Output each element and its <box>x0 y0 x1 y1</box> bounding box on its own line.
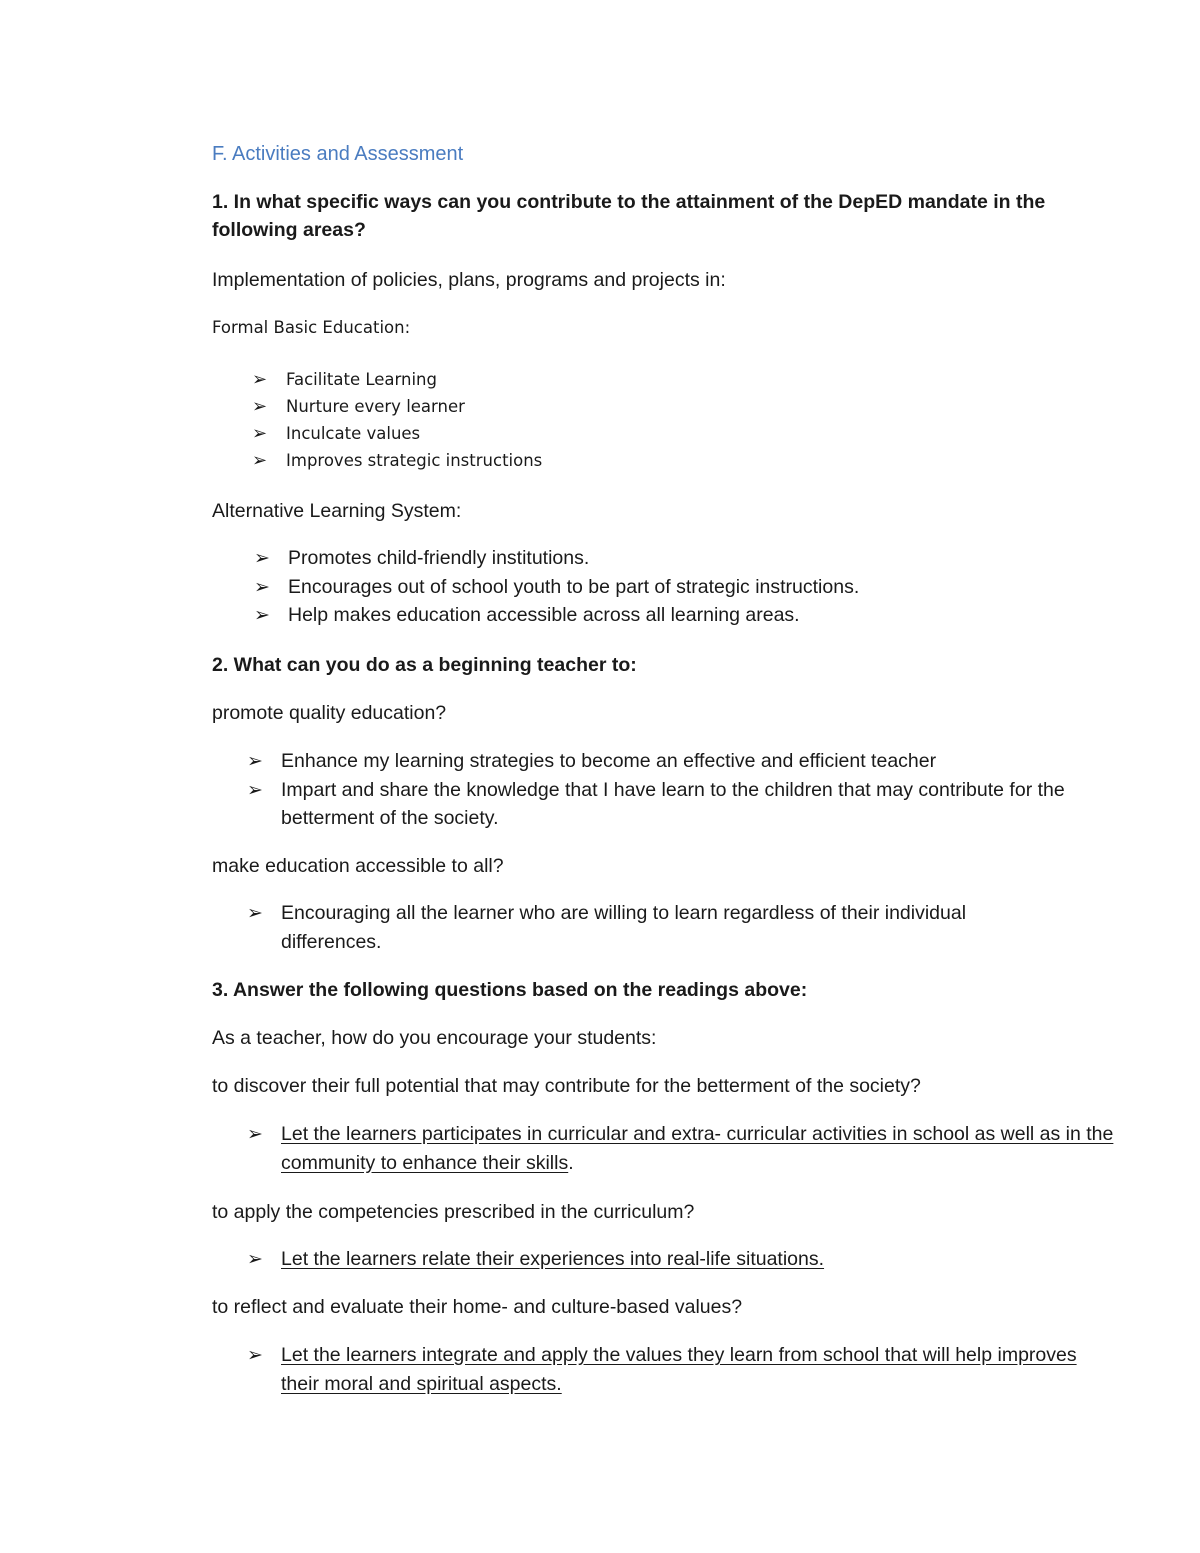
apply-answer-list <box>247 1245 1127 1274</box>
arrow-bullet-icon: ➢ <box>247 1248 263 1270</box>
arrow-bullet-icon: ➢ <box>247 778 263 801</box>
list-item: ➢ Enhance my learning strategies to become an effective and efficient teacher <box>247 747 1127 776</box>
list-item: ➢ Let the learners participates in curricular and extra- curricular activities in school as well as in the community to enhance their skills. <box>247 1120 1127 1177</box>
question-2: 2. What can you do as a beginning teacher to: <box>212 654 637 676</box>
arrow-bullet-icon: ➢ <box>252 423 268 444</box>
reflect-answer-list <box>247 1341 1087 1398</box>
section-heading: F. Activities and Assessment <box>212 143 464 165</box>
list-item: ➢ Inculcate values <box>252 420 542 447</box>
list-item: ➢ Encouraging all the learner who are willing to learn regardless of their individual differences. <box>247 899 1067 956</box>
question-3: 3. Answer the following questions based on the readings above: <box>212 979 808 1001</box>
quality-education-list <box>247 747 1127 833</box>
implementation-label: Implementation of policies, plans, programs and projects in: <box>212 269 726 291</box>
arrow-bullet-icon: ➢ <box>252 396 268 417</box>
list-item: ➢ Help makes education accessible across all learning areas. <box>254 601 859 630</box>
list-item: ➢ Let the learners relate their experiences into real-life situations. <box>247 1245 1127 1274</box>
access-list <box>247 899 1067 956</box>
list-item: ➢ Encourages out of school youth to be part of strategic instructions. <box>254 573 859 602</box>
arrow-bullet-icon: ➢ <box>252 369 268 390</box>
als-label: Alternative Learning System: <box>212 500 462 522</box>
encourage-label: As a teacher, how do you encourage your students: <box>212 1027 657 1049</box>
arrow-bullet-icon: ➢ <box>254 547 270 569</box>
arrow-bullet-icon: ➢ <box>247 750 263 772</box>
reflect-label: to reflect and evaluate their home- and culture-based values? <box>212 1296 743 1318</box>
discover-answer-list <box>247 1120 1127 1177</box>
apply-label: to apply the competencies prescribed in the curriculum? <box>212 1201 695 1223</box>
arrow-bullet-icon: ➢ <box>254 604 270 626</box>
list-item: ➢ Promotes child-friendly institutions. <box>254 544 859 573</box>
arrow-bullet-icon: ➢ <box>254 575 270 598</box>
formal-education-list <box>252 366 542 474</box>
formal-education-label: Formal Basic Education: <box>212 318 411 337</box>
list-item: ➢ Improves strategic instructions <box>252 447 542 474</box>
quality-education-label: promote quality education? <box>212 702 447 724</box>
arrow-bullet-icon: ➢ <box>247 1123 263 1145</box>
list-item: ➢ Facilitate Learning <box>252 366 542 393</box>
access-label: make education accessible to all? <box>212 855 504 877</box>
arrow-bullet-icon: ➢ <box>247 1344 263 1366</box>
list-item: ➢ Impart and share the knowledge that I have learn to the children that may contribute for the betterment of the society. <box>247 776 1127 833</box>
question-1: 1. In what specific ways can you contribute to the attainment of the DepED mandate in the following areas? <box>212 191 1046 241</box>
discover-label: to discover their full potential that may contribute for the betterment of the society? <box>212 1075 921 1097</box>
arrow-bullet-icon: ➢ <box>252 450 268 471</box>
als-list <box>254 544 859 630</box>
list-item: ➢ Nurture every learner <box>252 393 542 420</box>
arrow-bullet-icon: ➢ <box>247 902 263 924</box>
list-item: ➢ Let the learners integrate and apply the values they learn from school that will help improves their moral and spiritual aspects. <box>247 1341 1087 1398</box>
